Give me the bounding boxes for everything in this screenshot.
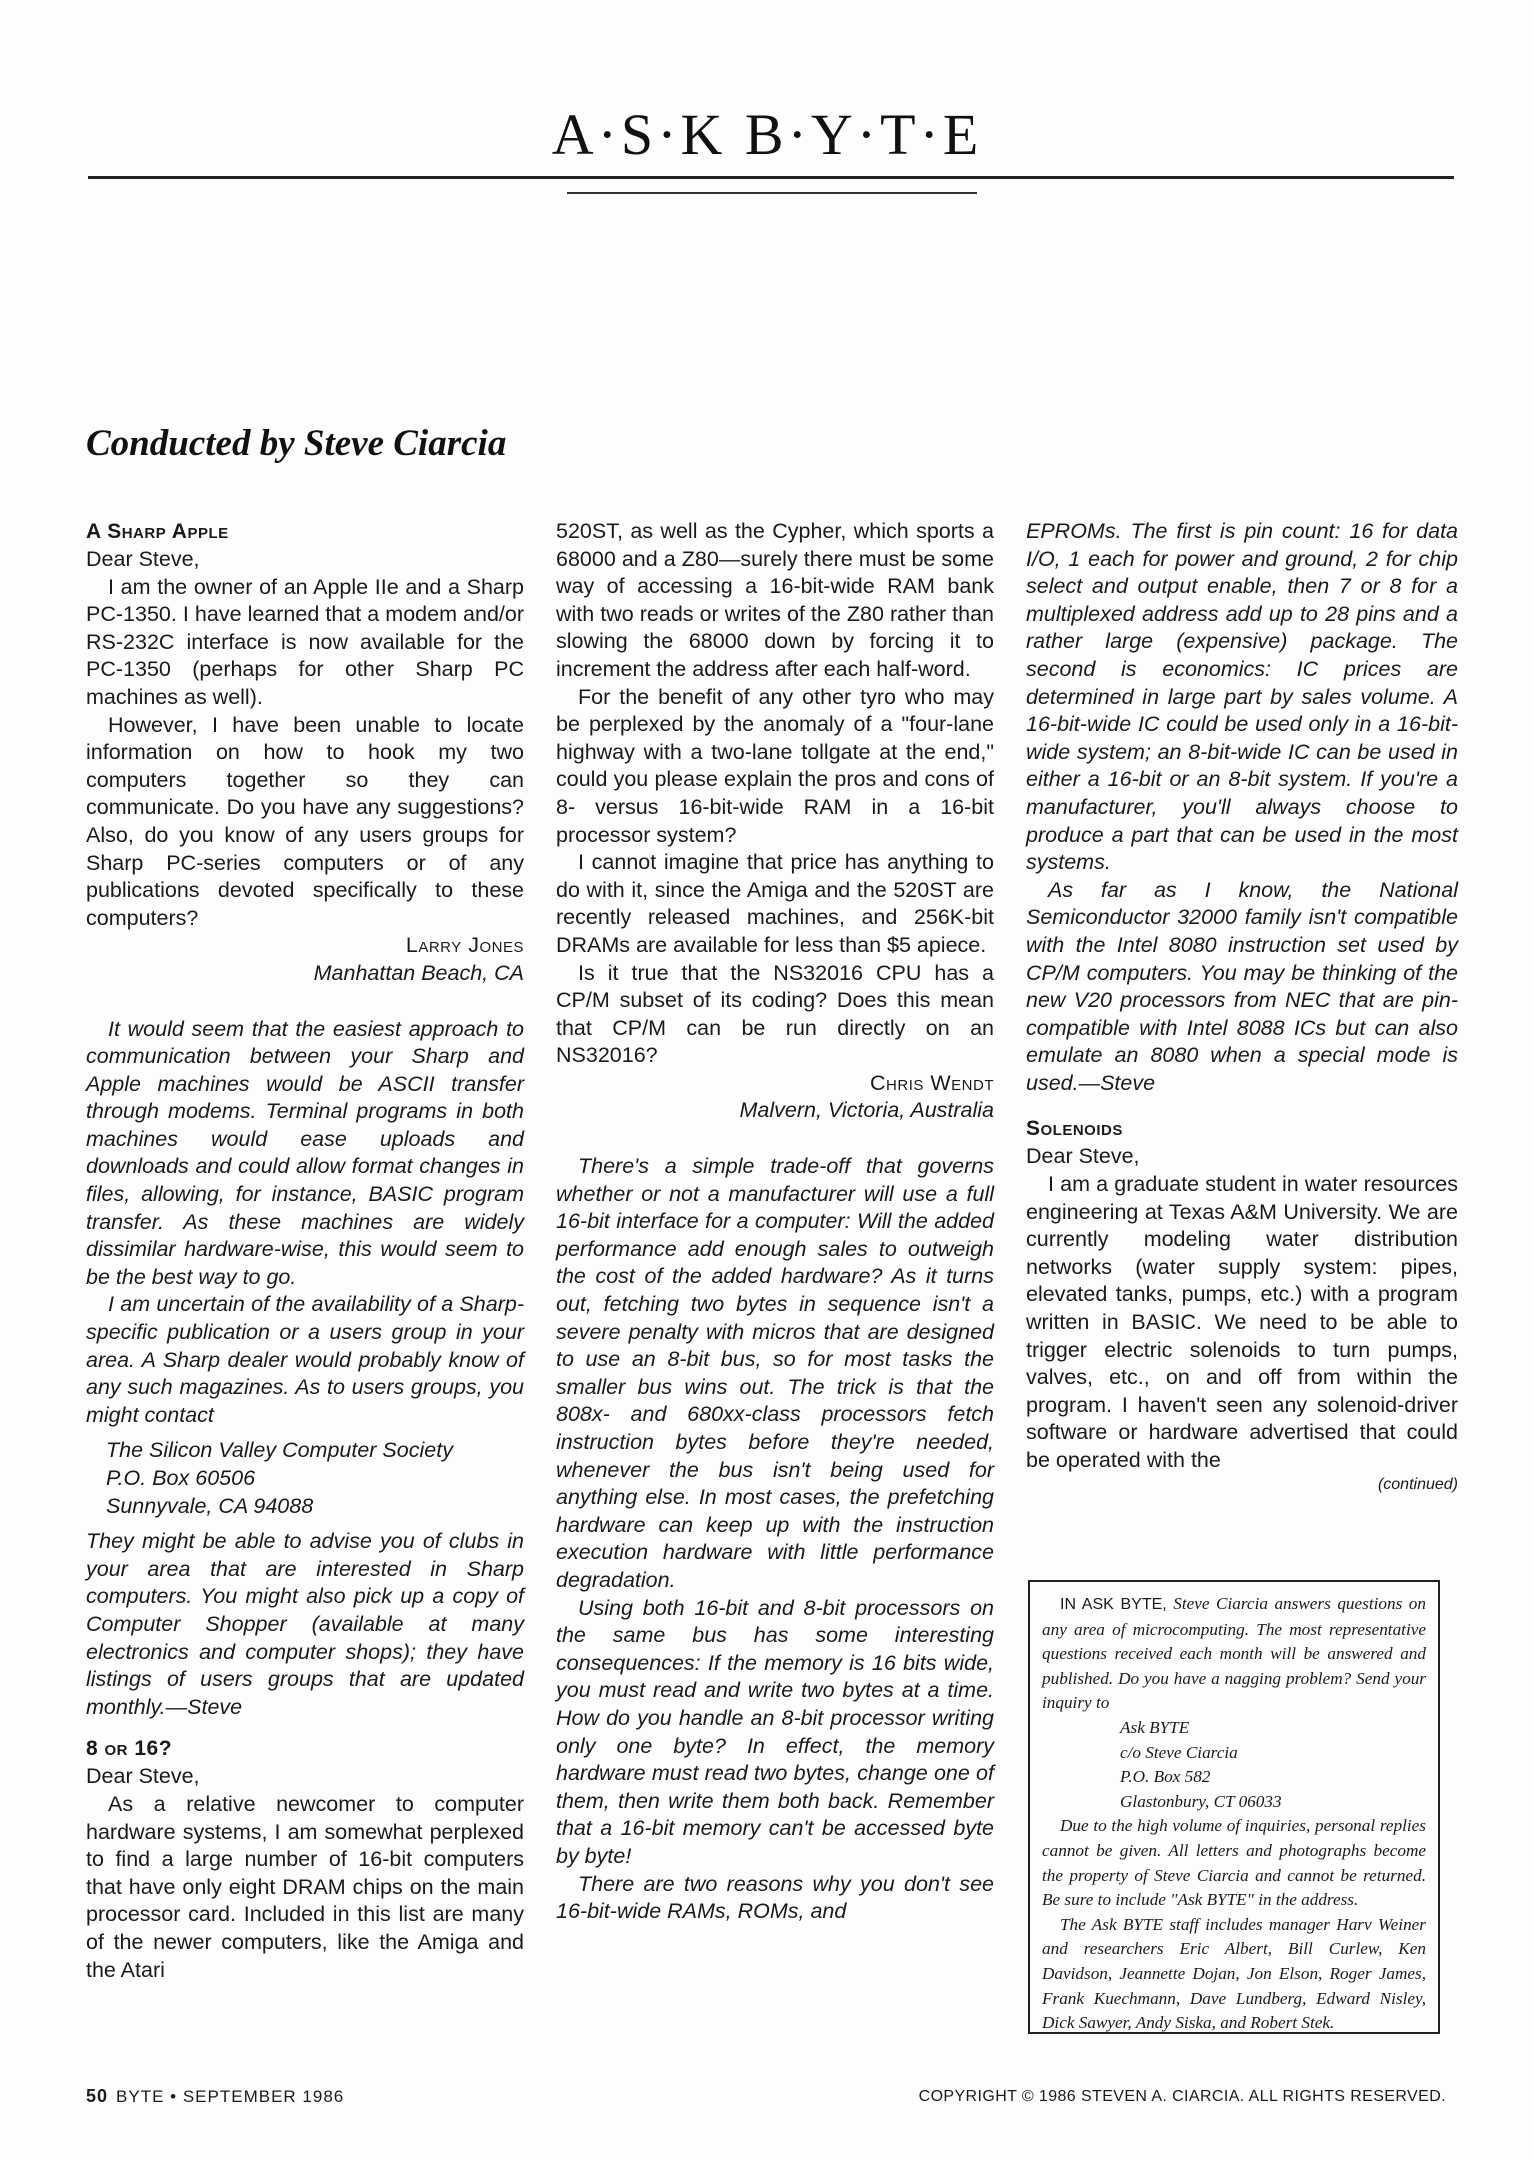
address-line: P.O. Box 582 — [1120, 1767, 1211, 1787]
byline: Conducted by Steve Ciarcia — [86, 423, 507, 464]
answer-paragraph: EPROMs. The first is pin count: 16 for data I/O, 1 each for power and ground, 2 for chip select and output enable, then 7 or 8 for a multiplexed address add up to 28 pins and a rather large (expensive) package. The second is economics: IC prices are determined in large part by sales volume. A 16-bit-wide IC could be used only in a 16-bit-wide system; an 8-bit-wide IC can be used in either a 16-bit or an 8-bit system. If you're a manufacturer, you'll always choose to produce a part that can be used in the most systems. — [1026, 519, 1458, 875]
info-box-note: Due to the high volume of inquiries, personal replies cannot be given. All letters and photographs become the property of Steve Ciarcia and cannot be returned. Be sure to include "Ask BYTE" in the address. — [1042, 1816, 1426, 1910]
address-block — [86, 1437, 524, 1520]
salutation: Dear Steve, — [1026, 1144, 1140, 1169]
address-line: Sunnyvale, CA 94088 — [106, 1493, 314, 1518]
page-number: 50 — [86, 2086, 109, 2106]
section-heading: A Sharp Apple — [86, 520, 229, 543]
answer-paragraph: There are two reasons why you don't see 16-bit-wide RAMs, ROMs, and — [556, 1871, 994, 1924]
answer-paragraph: It would seem that the easiest approach to communication between your Sharp and Apple machines would be ASCII transfer through modems. Terminal programs in both machines would ease uploads and downloads and could allow format changes in files, allowing, for instance, BASIC program transfer. As these machines are widely dissimilar hardware-wise, this would seem to be the best way to go. — [86, 1016, 524, 1289]
column-1 — [86, 518, 524, 1984]
letter-paragraph: As a relative newcomer to computer hardware systems, I am somewhat perplexed to find a large number of 16-bit computers that have only eight DRAM chips on the main processor card. Included in this list are many of the newer computers, like the Amiga and the Atari — [86, 1791, 524, 1982]
letter-paragraph: Is it true that the NS32016 CPU has a CP/M subset of its coding? Does this mean that CP/M can be run directly on an NS32016? — [556, 960, 994, 1068]
answer-paragraph: I am uncertain of the availability of a Sharp-specific publication or a users group in your area. A Sharp dealer would probably know of any such magazines. As to users groups, you might contact — [86, 1292, 524, 1427]
issue-label: BYTE • SEPTEMBER 1986 — [116, 2087, 345, 2106]
info-box-staff: The Ask BYTE staff includes manager Harv Weiner and researchers Eric Albert, Bill Curlew, Ken Davidson, Jeannette Dojan, Jon Elson, Roger James, Frank Kuechmann, Dave Lundberg, Edward Nisley, Dick Sawyer, Andy Siska, and Robert Stek. — [1042, 1914, 1426, 2033]
address-line: Ask BYTE — [1120, 1717, 1190, 1737]
letter-paragraph: I cannot imagine that price has anything to do with it, since the Amiga and the 520ST are recently released machines, and 256K-bit DRAMs are available for less than $5 apiece. — [556, 850, 994, 957]
address-line: The Silicon Valley Computer Society — [106, 1438, 453, 1463]
address-line: c/o Steve Ciarcia — [1120, 1742, 1238, 1762]
letter-paragraph: For the benefit of any other tyro who may be perplexed by the anomaly of a "four-lane highway with a two-lane tollgate at the end," could you please explain the pros and cons of 8- versus 16-bit-wide RAM in a 16-bit processor system? — [556, 684, 994, 847]
answer-paragraph: As far as I know, the National Semiconductor 32000 family isn't compatible with the Intel 8080 instruction set used by CP/M computers. You may be thinking of the new V20 processors from NEC that are pin-compatible with Intel 8088 ICs but can also emulate an 8080 when a special mode is used.—Steve — [1026, 877, 1458, 1095]
info-box-address — [1042, 1716, 1426, 1814]
header-rule — [88, 176, 1454, 179]
letter-paragraph: I am the owner of an Apple IIe and a Sharp PC-1350. I have learned that a modem and/or RS-232C interface is now available for the PC-1350 (perhaps for other Sharp PC machines as well). — [86, 574, 524, 709]
letter-signature-name: Chris Wendt — [870, 1070, 994, 1095]
info-box — [1028, 1580, 1440, 2034]
info-box-intro: Steve Ciarcia answers questions on any area of microcomputing. The most representative questions received each month will be answered and published. Do you have a nagging problem? Send your inquiry to — [1042, 1594, 1426, 1713]
title-underline — [567, 192, 977, 194]
footer-folio — [86, 2086, 344, 2107]
letter-signature-place: Manhattan Beach, CA — [313, 960, 524, 985]
letter-signature-name: Larry Jones — [405, 933, 524, 958]
column-3 — [1026, 518, 1458, 1495]
letter-paragraph: 520ST, as well as the Cypher, which sports a 68000 and a Z80—surely there must be some way of accessing a 16-bit-wide RAM bank with two reads or writes of the Z80 rather than slowing the 68000 down by forcing it to increment the address after each half-word. — [556, 519, 994, 681]
letter-signature-place: Malvern, Victoria, Australia — [739, 1098, 994, 1123]
letter-paragraph: I am a graduate student in water resources engineering at Texas A&M University. We are currently modeling water distribution networks (water supply system: pipes, elevated tanks, pumps, etc.) with a program written in BASIC. We need to be able to trigger electric solenoids to turn pumps, valves, etc., on and off from within the program. I haven't seen any solenoid-driver software or hardware advertised that could be operated with the — [1026, 1172, 1458, 1472]
page-title: A·S·K B·Y·T·E — [551, 102, 983, 167]
answer-paragraph: They might be able to advise you of clubs in your area that are interested in Sharp computers. You might also pick up a copy of Computer Shopper (available at many electronics and computer shops); they have listings of users groups that are updated monthly.—Steve — [86, 1529, 524, 1719]
column-2 — [556, 518, 994, 1926]
address-line: Glastonbury, CT 06033 — [1120, 1791, 1282, 1811]
address-line: P.O. Box 60506 — [106, 1466, 256, 1490]
letter-paragraph: However, I have been unable to locate information on how to hook my two computers together so they can communicate. Do you have any suggestions? Also, do you know of any users groups for Sharp PC-series computers or of any publications devoted specifically to these computers? — [86, 712, 524, 930]
copyright-notice: COPYRIGHT © 1986 STEVEN A. CIARCIA. ALL RIGHTS RESERVED. — [918, 2088, 1446, 2105]
answer-paragraph: Using both 16-bit and 8-bit processors on the same bus has some interesting consequences: If the memory is 16 bits wide, you must read and write two bytes at a time. How do you handle an 8-bit processor writing only one byte? In effect, the memory hardware must read two bytes, change one of them, then write them both back. Remember that a 16-bit memory can't be accessed byte by byte! — [556, 1595, 994, 1868]
section-heading: Solenoids — [1026, 1117, 1123, 1141]
salutation: Dear Steve, — [86, 547, 200, 571]
continued-note: (continued) — [1377, 1475, 1458, 1493]
info-box-lead: IN ASK BYTE, — [1060, 1596, 1167, 1613]
salutation: Dear Steve, — [86, 1764, 200, 1789]
section-heading: 8 or 16? — [86, 1737, 173, 1761]
answer-paragraph: There's a simple trade-off that governs whether or not a manufacturer will use a full 16-bit interface for a computer: Will the added performance add enough sales to outweigh the cost of the added hardware? As it turns out, fetching two bytes in sequence isn't a severe penalty with micros that are designed to use an 8-bit bus, so for most tasks the smaller bus wins out. The trick is that the 808x- and 680xx-class processors fetch instruction bytes before they're needed, whenever the bus isn't being used for anything else. In most cases, the prefetching hardware can keep up with the instruction execution hardware with little performance degradation. — [556, 1154, 994, 1592]
